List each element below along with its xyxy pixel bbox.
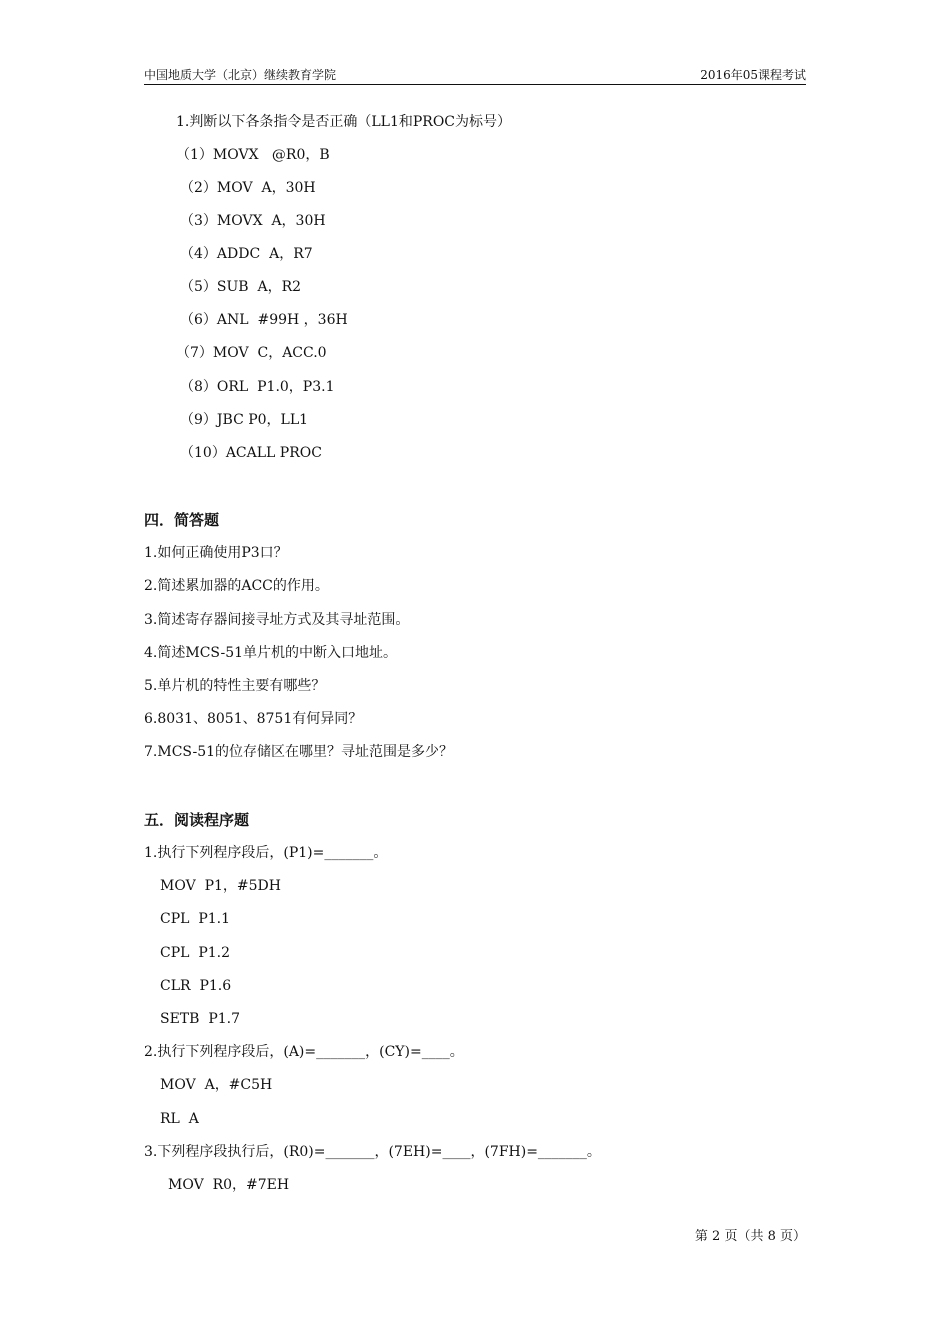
short-answer-item: 2.简述累加器的ACC的作用。 <box>144 578 329 594</box>
short-answer-item: 1.如何正确使用P3口？ <box>144 545 288 561</box>
code-line: CLR P1.6 <box>160 978 232 994</box>
judge-question: 1.判断以下各条指令是否正确（LL1和PROC为标号） <box>176 114 512 130</box>
short-answer-item: 4.简述MCS-51单片机的中断入口地址。 <box>144 645 398 661</box>
page-number-footer: 第 2 页（共 8 页） <box>694 1229 806 1244</box>
program-question-1: 1.执行下列程序段后，(P1)=_______。 <box>144 845 388 861</box>
judge-item: （3）MOVX A，30H <box>180 213 326 229</box>
short-answer-item: 5.单片机的特性主要有哪些？ <box>144 678 326 694</box>
code-line: SETB P1.7 <box>160 1011 241 1027</box>
code-line: CPL P1.1 <box>160 911 231 927</box>
code-line: MOV A，#C5H <box>160 1077 273 1093</box>
judge-item: （9）JBC P0，LL1 <box>180 412 309 428</box>
judge-item: （7）MOV C，ACC.0 <box>176 345 327 361</box>
code-line: MOV R0，#7EH <box>168 1177 290 1193</box>
judge-item: （6）ANL #99H ，36H <box>180 312 348 328</box>
code-line: RL A <box>160 1111 199 1127</box>
program-question-2: 2.执行下列程序段后，(A)=_______，(CY)=____。 <box>144 1044 464 1060</box>
code-line: MOV P1，#5DH <box>160 878 281 894</box>
program-question-3: 3.下列程序段执行后，(R0)=_______，(7EH)=____，(7FH)=_______。 <box>144 1144 601 1160</box>
header-exam-title: 2016年05课程考试 <box>700 68 806 82</box>
section-title-short-answer: 四．简答题 <box>144 511 220 529</box>
short-answer-item: 7.MCS-51的位存储区在哪里？寻址范围是多少？ <box>144 744 454 760</box>
judge-item: （2）MOV A，30H <box>180 180 316 196</box>
section-title-read-program: 五．阅读程序题 <box>144 811 250 829</box>
short-answer-item: 3.简述寄存器间接寻址方式及其寻址范围。 <box>144 612 410 628</box>
judge-item: （8）ORL P1.0，P3.1 <box>180 379 335 395</box>
header-school: 中国地质大学（北京）继续教育学院 <box>144 68 337 82</box>
judge-item: （10）ACALL PROC <box>180 445 322 461</box>
judge-item: （5）SUB A，R2 <box>180 279 302 295</box>
judge-item: （1）MOVX @R0，B <box>176 147 330 163</box>
page-header <box>144 66 806 85</box>
judge-item: （4）ADDC A，R7 <box>180 246 313 262</box>
short-answer-item: 6.8031、8051、8751有何异同？ <box>144 711 363 727</box>
code-line: CPL P1.2 <box>160 945 231 961</box>
